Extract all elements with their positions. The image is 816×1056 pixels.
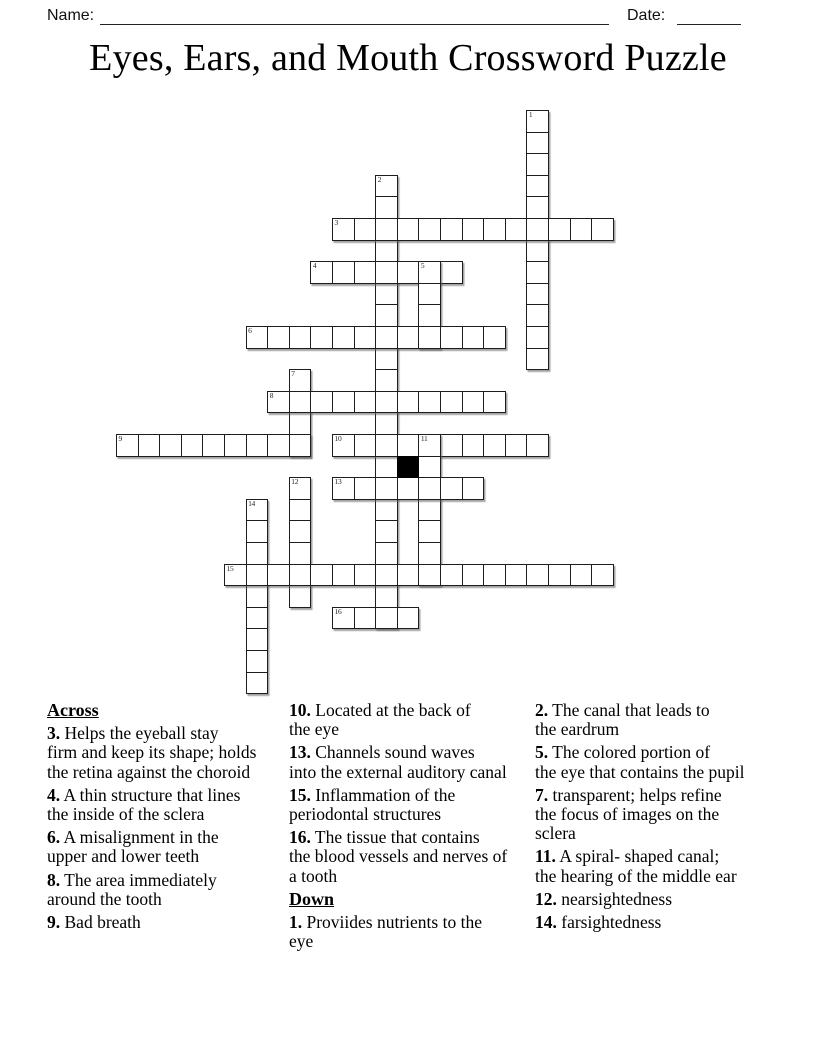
- grid-cell[interactable]: [440, 391, 463, 414]
- grid-cell[interactable]: [310, 391, 333, 414]
- clue-text: nearsightedness: [556, 888, 673, 909]
- grid-cell[interactable]: [418, 499, 441, 522]
- grid-cell[interactable]: [375, 326, 398, 349]
- clue-item-5: [535, 743, 749, 781]
- clue-text: transparent; helps refine the focus of images on the sclera: [535, 784, 722, 844]
- grid-cell[interactable]: [418, 283, 441, 306]
- grid-cell[interactable]: [375, 348, 398, 371]
- clue-text: farsightedness: [556, 912, 662, 933]
- grid-cell[interactable]: [354, 261, 377, 284]
- grid-cell[interactable]: [267, 326, 290, 349]
- cell-number: 14: [248, 498, 255, 508]
- grid-cell[interactable]: [526, 218, 549, 241]
- black-cell: [397, 456, 420, 479]
- grid-cell[interactable]: [505, 218, 528, 241]
- grid-cell[interactable]: [246, 585, 269, 608]
- grid-cell[interactable]: [375, 434, 398, 457]
- word-16-across: [332, 607, 419, 630]
- clue-text: A thin structure that lines the inside of the sclera: [47, 784, 241, 825]
- date-label: Date:: [627, 7, 666, 24]
- grid-cell[interactable]: [375, 585, 398, 608]
- grid-cell[interactable]: [462, 391, 485, 414]
- grid-cell[interactable]: [332, 477, 355, 500]
- cell-number: 15: [226, 563, 234, 573]
- grid-cell[interactable]: [246, 520, 269, 543]
- clue-item-4: [47, 786, 287, 824]
- grid-cell[interactable]: [289, 326, 312, 349]
- grid-cell[interactable]: [483, 326, 506, 349]
- grid-cell[interactable]: [116, 434, 139, 457]
- grid-cell[interactable]: [397, 564, 420, 587]
- clue-number: 10.: [289, 700, 311, 720]
- grid-cell[interactable]: [526, 110, 549, 133]
- grid-cell[interactable]: [375, 218, 398, 241]
- grid-cell[interactable]: [354, 391, 377, 414]
- grid-cell[interactable]: [332, 261, 355, 284]
- grid-cell[interactable]: [526, 240, 549, 263]
- grid-cell[interactable]: [440, 218, 463, 241]
- clue-item-1: [289, 913, 535, 951]
- grid-cell[interactable]: [375, 196, 398, 219]
- cell-number: 4: [312, 261, 317, 271]
- clue-text: The tissue that contains the blood vessels and nerves of a tooth: [289, 827, 508, 886]
- grid-cell[interactable]: [354, 477, 377, 500]
- cell-number: 13: [334, 477, 342, 487]
- clue-column-1: [47, 701, 287, 936]
- grid-cell[interactable]: [526, 175, 549, 198]
- cell-number: 12: [291, 477, 299, 487]
- grid-cell[interactable]: [246, 650, 269, 673]
- grid-cell[interactable]: [397, 434, 420, 457]
- clue-item-9: [47, 913, 287, 932]
- grid-cell[interactable]: [440, 434, 463, 457]
- grid-cell[interactable]: [332, 607, 355, 630]
- clue-column-2: [289, 701, 535, 955]
- grid-cell[interactable]: [332, 434, 355, 457]
- clue-text: The area immediately around the tooth: [47, 869, 217, 909]
- clue-item-16: [289, 828, 535, 886]
- grid-cell[interactable]: [332, 564, 355, 587]
- grid-cell[interactable]: [289, 499, 312, 522]
- grid-cell[interactable]: [570, 564, 593, 587]
- grid-cell[interactable]: [440, 261, 463, 284]
- grid-cell[interactable]: [397, 218, 420, 241]
- clue-number: 2.: [535, 700, 549, 720]
- grid-cell[interactable]: [332, 218, 355, 241]
- grid-cell[interactable]: [332, 326, 355, 349]
- grid-cell[interactable]: [397, 477, 420, 500]
- grid-cell[interactable]: [289, 542, 312, 565]
- grid-cell[interactable]: [267, 564, 290, 587]
- word-9-across: [116, 434, 311, 457]
- grid-cell[interactable]: [526, 348, 549, 371]
- clue-item-15: [289, 786, 535, 824]
- grid-cell[interactable]: [462, 218, 485, 241]
- clue-number: 9.: [47, 912, 61, 933]
- grid-cell[interactable]: [375, 564, 398, 587]
- grid-cell[interactable]: [354, 326, 377, 349]
- grid-cell[interactable]: [354, 218, 377, 241]
- clue-number: 11.: [535, 846, 556, 867]
- cell-number: 6: [248, 326, 252, 335]
- grid-cell[interactable]: [246, 434, 269, 457]
- grid-cell[interactable]: [267, 391, 290, 414]
- clue-text: The colored portion of the eye that contains the pupil: [535, 742, 745, 782]
- cell-number: 5: [420, 261, 425, 271]
- grid-cell[interactable]: [505, 434, 528, 457]
- clue-text: A misalignment in the upper and lower teeth: [47, 827, 219, 867]
- name-label: Name:: [47, 7, 95, 24]
- grid-cell[interactable]: [526, 196, 549, 219]
- grid-cell[interactable]: [418, 261, 441, 284]
- grid-cell[interactable]: [375, 520, 398, 543]
- grid-cell[interactable]: [462, 477, 485, 500]
- clue-item-2: [535, 701, 749, 739]
- grid-cell[interactable]: [375, 261, 398, 284]
- word-13-across: [332, 477, 484, 500]
- grid-cell[interactable]: [526, 564, 549, 587]
- grid-cell[interactable]: [289, 585, 312, 608]
- clue-item-11: [535, 847, 749, 885]
- grid-cell[interactable]: [354, 564, 377, 587]
- grid-cell[interactable]: [418, 520, 441, 543]
- cell-number: 9: [118, 434, 122, 443]
- grid-cell[interactable]: [181, 434, 204, 457]
- grid-cell[interactable]: [418, 218, 441, 241]
- grid-cell[interactable]: [418, 456, 441, 479]
- clue-item-3: [47, 724, 287, 782]
- grid-cell[interactable]: [375, 304, 398, 327]
- clue-number: 6.: [47, 827, 61, 848]
- grid-cell[interactable]: [397, 326, 420, 349]
- clue-text: A spiral- shaped canal; the hearing of the middle ear: [535, 846, 737, 886]
- clue-text: Bad breath: [60, 912, 141, 933]
- grid-cell[interactable]: [483, 564, 506, 587]
- clue-text: Located at the back of the eye: [289, 700, 471, 740]
- clue-item-14: [535, 913, 749, 932]
- grid-cell[interactable]: [526, 304, 549, 327]
- clue-number: 1.: [289, 912, 303, 933]
- clue-number: 7.: [535, 784, 549, 805]
- grid-cell[interactable]: [267, 434, 290, 457]
- grid-cell[interactable]: [375, 391, 398, 414]
- grid-cell[interactable]: [375, 542, 398, 565]
- grid-cell[interactable]: [526, 434, 549, 457]
- grid-cell[interactable]: [246, 607, 269, 630]
- clue-text: The canal that leads to the eardrum: [535, 700, 710, 740]
- grid-cell[interactable]: [440, 564, 463, 587]
- grid-cell[interactable]: [526, 132, 549, 155]
- grid-cell[interactable]: [591, 218, 614, 241]
- grid-cell[interactable]: [375, 369, 398, 392]
- grid-cell[interactable]: [375, 477, 398, 500]
- grid-cell[interactable]: [526, 326, 549, 349]
- grid-cell[interactable]: [246, 672, 269, 695]
- grid-cell[interactable]: [418, 564, 441, 587]
- grid-cell[interactable]: [483, 218, 506, 241]
- cell-number: 7: [291, 369, 295, 379]
- clue-item-6: [47, 828, 287, 866]
- clue-number: 3.: [47, 723, 61, 744]
- grid-cell[interactable]: [505, 564, 528, 587]
- grid-cell[interactable]: [202, 434, 225, 457]
- grid-cell[interactable]: [375, 283, 398, 306]
- grid-cell[interactable]: [246, 326, 269, 349]
- grid-cell[interactable]: [224, 434, 247, 457]
- grid-cell[interactable]: [548, 564, 571, 587]
- clue-number: 15.: [289, 784, 311, 805]
- crossword-grid: [116, 110, 615, 695]
- down-heading: Down: [289, 888, 335, 909]
- grid-cell[interactable]: [289, 434, 312, 457]
- grid-cell[interactable]: [224, 564, 247, 587]
- grid-cell[interactable]: [310, 564, 333, 587]
- clue-text: Helps the eyeball stay firm and keep its shape; holds the retina against the choroid: [47, 723, 257, 782]
- clue-item-7: [535, 786, 749, 844]
- grid-cell[interactable]: [375, 412, 398, 435]
- grid-cell[interactable]: [526, 283, 549, 306]
- clue-number: 5.: [535, 742, 549, 763]
- grid-cell[interactable]: [462, 434, 485, 457]
- grid-cell[interactable]: [397, 261, 420, 284]
- grid-cell[interactable]: [289, 412, 312, 435]
- cell-number: 16: [334, 606, 342, 616]
- grid-cell[interactable]: [548, 218, 571, 241]
- cell-number: 10: [334, 434, 342, 443]
- grid-cell[interactable]: [418, 304, 441, 327]
- grid-cell[interactable]: [418, 326, 441, 349]
- grid-cell[interactable]: [138, 434, 161, 457]
- grid-cell[interactable]: [375, 499, 398, 522]
- cell-number: 8: [269, 390, 274, 400]
- grid-cell[interactable]: [310, 261, 333, 284]
- grid-cell[interactable]: [354, 434, 377, 457]
- clue-number: 8.: [47, 869, 61, 890]
- grid-cell[interactable]: [418, 542, 441, 565]
- grid-cell[interactable]: [332, 391, 355, 414]
- grid-cell[interactable]: [289, 520, 312, 543]
- grid-cell[interactable]: [397, 391, 420, 414]
- clue-text: Proviides nutrients to the eye: [289, 912, 482, 952]
- cell-number: 11: [420, 434, 428, 443]
- date-blank-line[interactable]: [677, 24, 741, 25]
- grid-cell[interactable]: [483, 391, 506, 414]
- grid-cell[interactable]: [159, 434, 182, 457]
- grid-cell[interactable]: [246, 628, 269, 651]
- grid-cell[interactable]: [418, 391, 441, 414]
- clue-number: 14.: [535, 912, 557, 933]
- grid-cell[interactable]: [289, 564, 312, 587]
- clue-text: Inflammation of the periodontal structures: [289, 784, 456, 825]
- grid-cell[interactable]: [462, 564, 485, 587]
- cell-number: 3: [334, 218, 338, 227]
- name-blank-line[interactable]: [100, 24, 609, 25]
- grid-cell[interactable]: [397, 607, 420, 630]
- grid-cell[interactable]: [375, 456, 398, 479]
- grid-cell[interactable]: [375, 240, 398, 263]
- clue-number: 12.: [535, 888, 557, 909]
- grid-cell[interactable]: [375, 607, 398, 630]
- grid-cell[interactable]: [354, 607, 377, 630]
- clue-number: 16.: [289, 827, 311, 848]
- grid-cell[interactable]: [440, 326, 463, 349]
- grid-cell[interactable]: [289, 369, 312, 392]
- grid-cell[interactable]: [246, 542, 269, 565]
- clue-number: 13.: [289, 742, 311, 763]
- page-title: Eyes, Ears, and Mouth Crossword Puzzle: [89, 37, 727, 79]
- grid-cell[interactable]: [591, 564, 614, 587]
- grid-cell[interactable]: [289, 391, 312, 414]
- grid-cell[interactable]: [289, 477, 312, 500]
- clue-item-8: [47, 871, 287, 909]
- word-14-down: [246, 499, 269, 694]
- clue-item-13: [289, 743, 535, 781]
- grid-cell[interactable]: [375, 175, 398, 198]
- clue-item-12: [535, 890, 749, 909]
- grid-cell[interactable]: [246, 499, 269, 522]
- grid-cell[interactable]: [483, 434, 506, 457]
- word-15-across: [224, 564, 614, 587]
- grid-cell[interactable]: [418, 477, 441, 500]
- grid-cell[interactable]: [526, 153, 549, 176]
- cell-number: 1: [528, 110, 533, 119]
- word-12-down: [289, 477, 312, 608]
- cell-number: 2: [377, 174, 382, 184]
- grid-cell[interactable]: [310, 326, 333, 349]
- clue-text: Channels sound waves into the external auditory canal: [289, 742, 507, 782]
- across-heading: Across: [47, 700, 99, 720]
- clue-item-10: [289, 701, 535, 739]
- clue-number: 4.: [47, 784, 61, 805]
- clue-column-3: [535, 701, 749, 936]
- grid-cell[interactable]: [526, 261, 549, 284]
- grid-cell[interactable]: [246, 564, 269, 587]
- grid-cell[interactable]: [570, 218, 593, 241]
- word-8-across: [267, 391, 506, 414]
- grid-cell[interactable]: [462, 326, 485, 349]
- word-6-across: [246, 326, 506, 349]
- word-3-across: [332, 218, 614, 241]
- grid-cell[interactable]: [418, 434, 441, 457]
- grid-cell[interactable]: [440, 477, 463, 500]
